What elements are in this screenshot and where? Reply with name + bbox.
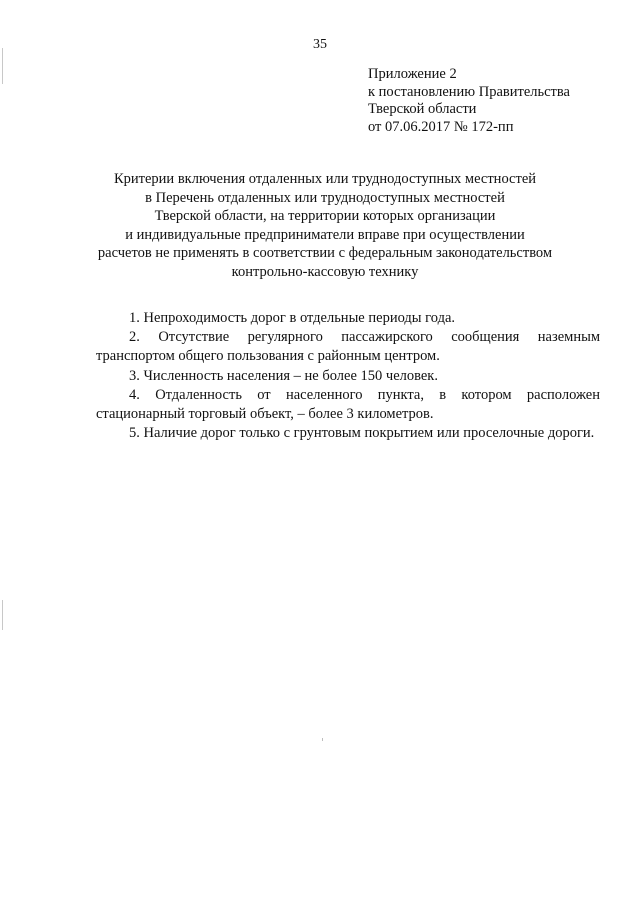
criteria-item-number: 5. xyxy=(129,425,140,442)
appendix-line: Тверской области xyxy=(368,101,477,117)
appendix-line: от 07.06.2017 № 172-пп xyxy=(368,118,514,135)
criteria-item-text: Отсутствие регулярного пассажирского сообщения наземным транспортом общего пользования с районным центром. xyxy=(96,329,600,365)
title-line: Критерии включения отдаленных или труднодоступных местностей xyxy=(113,171,537,187)
page-number: 35 xyxy=(313,37,327,52)
criteria-item-number: 3. xyxy=(129,367,140,384)
document-title xyxy=(80,170,570,282)
criteria-item-text: Наличие дорог только с грунтовым покрытием или проселочные дороги. xyxy=(143,425,595,442)
title-line: расчетов не применять в соответствии с федеральным законодательством xyxy=(97,245,553,262)
title-line: в Перечень отдаленных или труднодоступных местностей xyxy=(145,189,505,206)
title-line: контрольно-кассовую технику xyxy=(231,263,419,280)
scan-edge-mark xyxy=(2,600,3,630)
appendix-line: к постановлению Правительства xyxy=(368,83,570,100)
appendix-block xyxy=(368,66,618,136)
title-line: Тверской области, на территории которых организации xyxy=(154,208,496,225)
title-line: и индивидуальные предприниматели вправе при осуществлении xyxy=(125,226,525,243)
criteria-item xyxy=(96,367,600,386)
criteria-item xyxy=(96,424,600,443)
criteria-item-text: Отдаленность от населенного пункта, в котором расположен стационарный торговый объект, – более 3 километров. xyxy=(96,386,600,423)
scan-speck xyxy=(322,738,323,741)
criteria-item xyxy=(96,309,600,328)
criteria-item-number: 1. xyxy=(129,310,140,326)
criteria-list xyxy=(96,309,600,443)
criteria-item xyxy=(96,386,600,424)
criteria-item-text: Непроходимость дорог в отдельные периоды года. xyxy=(143,310,456,326)
criteria-item xyxy=(96,328,600,366)
criteria-item-number: 2. xyxy=(129,329,140,346)
criteria-item-number: 4. xyxy=(129,386,140,403)
criteria-item-text: Численность населения – не более 150 человек. xyxy=(143,367,438,384)
appendix-line: Приложение 2 xyxy=(368,66,457,82)
